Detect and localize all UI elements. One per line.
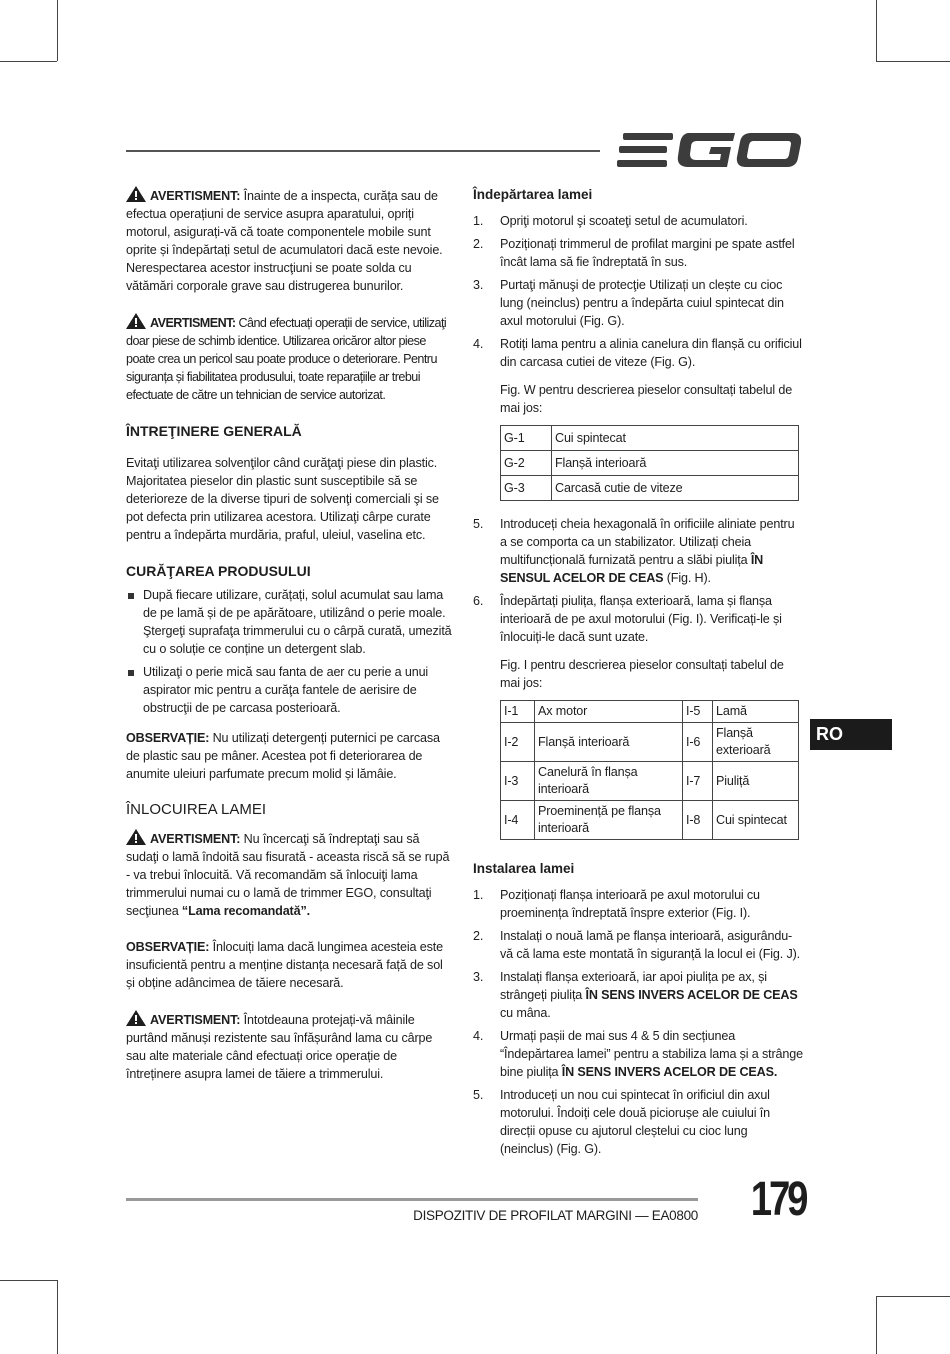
note-paragraph [126,938,454,992]
crop-mark [0,1280,57,1281]
note-text: Înlocuiți lama dacă lungimea acesteia este insuficientă pentru a menține distanța necesară față de sol și obține adâncimea de tăiere necesară. [126,940,443,990]
warning-label: AVERTISMENT: [150,316,236,330]
step-text: Poziționați trimmerul de profilat margini pe spate astfel încât lama să fie îndreptată în sus. [500,237,795,269]
table-cell: Piuliță [713,762,799,801]
warning-label: AVERTISMENT: [150,1013,241,1027]
warning-paragraph [126,1010,454,1083]
step-number: 5. [473,517,484,531]
table-cell: I-7 [683,762,713,801]
page-number: 179 [750,1173,806,1226]
table-row [501,451,799,476]
step-number: 6. [473,594,484,608]
note-paragraph [126,729,454,783]
crop-mark [0,61,57,62]
step-text: Opriţi motorul şi scoateţi setul de acumulatori. [500,214,748,228]
warning-paragraph [126,186,454,295]
removal-steps [473,212,803,371]
step-number: 5. [473,1088,484,1102]
step-item [473,212,803,230]
table-row [501,723,799,762]
step-item [473,515,803,587]
removal-steps-continued [473,515,803,646]
table-cell: Flanșă exterioară [713,723,799,762]
table-cell: I-8 [683,801,713,840]
table-cell: I-1 [501,701,535,723]
left-column [126,186,454,1101]
step-text: Urmați pașii de mai sus 4 & 5 din secțiunea “Îndepărtarea lamei” pentru a stabiliza lama și a strânge bine piulița [500,1029,803,1079]
table-row [501,426,799,451]
step-emphasis: ÎN SENSUL ACELOR DE CEAS [500,553,764,585]
table-cell: I-4 [501,801,535,840]
step-text: Poziționați flanșa interioară pe axul motorului cu proeminența îndreptată înspre exterior (Fig. I). [500,888,760,920]
list-item: După fiecare utilizare, curățați, solul acumulat sau lama de pe lamă și de pe apărătoare, utilizând o perie moale. Ştergeţi suprafaţa trimmerului cu o cârpă curată, umezită cu o soluție ce conține un detergent slab. [126,586,454,658]
table-cell: I-2 [501,723,535,762]
section-heading: CURĂŢAREA PRODUSULUI [126,563,311,579]
step-text: Rotiți lama pentru a alinia canelura din flanșă cu orificiul din carcasa cutiei de viteze (Fig. G). [500,337,802,369]
table-cell: Lamă [713,701,799,723]
table-cell: G-2 [501,451,552,476]
step-number: 3. [473,970,484,984]
warning-triangle-icon [126,186,146,202]
list-item: Utilizaţi o perie mică sau fanta de aer cu perie a unui aspirator mic pentru a curăţa fantele de aerisire de obstrucţii de pe carcasa posterioară. [126,663,454,717]
step-number: 1. [473,888,484,902]
step-item [473,1027,803,1081]
crop-mark [57,1280,58,1354]
warning-paragraph [126,313,454,404]
parts-table-g [500,425,799,501]
warning-text: Nu încercaţi să îndreptaţi sau să sudaţi o lamă îndoită sau fisurată - aceasta riscă să se rupă - va trebui înlocuită. Vă recomandăm să înlocuiţi lama trimmerului numai cu o lamă de trimmer EGO, consultaţi secţiunea [126,832,450,918]
ego-logo [617,130,801,170]
step-item [473,886,803,922]
step-text: Introduceți un nou cui spintecat în orificiul din axul motorului. Îndoiți cele două piciorușe ale cuiului în direcții opuse cu ajutorul cleștelui cu cioc lung (neinclus) (Fig. G). [500,1088,770,1156]
table-cell: Cui spintecat [713,801,799,840]
crop-mark [876,1296,877,1354]
step-number: 1. [473,214,484,228]
parts-table-i [500,700,799,840]
header-rule [126,150,600,152]
crop-mark [876,0,877,61]
table-row [501,762,799,801]
step-emphasis: ÎN SENS INVERS ACELOR DE CEAS [585,988,798,1002]
section-reference: “Lama recomandată”. [181,904,310,918]
crop-mark [876,61,950,62]
step-item [473,335,803,371]
warning-triangle-icon [126,829,146,845]
note-label: OBSERVAȚIE: [126,731,210,745]
step-number: 2. [473,237,484,251]
table-cell: Proeminență pe flanșa interioară [535,801,683,840]
section-heading: ÎNLOCUIREA LAMEI [126,801,267,818]
step-number: 4. [473,337,484,351]
figure-reference: Fig. I pentru descrierea pieselor consultați tabelul de mai jos: [500,658,784,690]
table-cell: I-6 [683,723,713,762]
note-text: Nu utilizați detergenți puternici pe carcasa de plastic sau pe mâner. Acestea pot fi deteriorarea de anumite uleiuri parfumate precum molid și lămâie. [126,731,440,781]
body-paragraph: Evitaţi utilizarea solvenţilor când curăţaţi piese din plastic. Majoritatea pieselor din plastic sunt susceptibile să se deterioreze de la diverse tipuri de solvenţi comerciali şi se pot defecta prin utilizarea acestora. Utilizaţi cârpe curate pentru a îndepărta murdăria, praful, uleiul, vaselina etc. [126,456,439,542]
step-item [473,927,803,963]
step-text-tail: cu mâna. [500,1006,551,1020]
subsection-heading: Instalarea lamei [473,861,575,876]
table-row [501,701,799,723]
step-number: 3. [473,278,484,292]
step-item [473,968,803,1022]
step-item [473,276,803,330]
warning-label: AVERTISMENT: [150,189,241,203]
table-cell: Flanșă interioară [552,451,799,476]
install-steps [473,886,803,1158]
table-cell: I-5 [683,701,713,723]
step-text: Introduceți cheia hexagonală în orificiile aliniate pentru a se comporta ca un stabilizator. Utilizați cheia multifuncțională furnizată pentru a slăbi piulița [500,517,795,567]
step-text: Îndepărtați piulița, flanșa exterioară, lama și flanșa interioară de pe axul motorului (Fig. I). Verificați-le și înlocuiți-le dacă sunt uzate. [500,594,782,644]
step-number: 2. [473,929,484,943]
table-cell: Ax motor [535,701,683,723]
crop-mark [876,1296,950,1297]
footer-title: DISPOZITIV DE PROFILAT MARGINI — EA0800 [413,1208,698,1223]
warning-text: Când efectuați operații de service, utilizaţi doar piese de schimb identice. Utilizarea oricăror altor piese poate crea un pericol sau poate produce o deteriorare. Pentru siguranța și fiabilitatea produsului, toate reparațiile ar trebui efectuate de către un tehnician de service autorizat. [126,316,447,402]
table-row [501,801,799,840]
table-cell: I-3 [501,762,535,801]
table-cell: G-3 [501,476,552,501]
warning-triangle-icon [126,1010,146,1026]
warning-triangle-icon [126,313,146,329]
step-number: 4. [473,1029,484,1043]
table-cell: Carcasă cutie de viteze [552,476,799,501]
step-text-tail: (Fig. H). [663,571,711,585]
table-row [501,476,799,501]
step-item [473,1086,803,1158]
bullet-list [126,586,454,717]
warning-paragraph [126,829,454,920]
figure-reference: Fig. W pentru descrierea pieselor consultați tabelul de mai jos: [500,383,793,415]
table-cell: G-1 [501,426,552,451]
subsection-heading: Îndepărtarea lamei [473,187,593,202]
section-heading: ÎNTREŢINERE GENERALĂ [126,423,302,439]
step-emphasis: ÎN SENS INVERS ACELOR DE CEAS. [561,1065,778,1079]
step-text: Instalați flanșa exterioară, iar apoi piulița pe ax, și strângeți piulița [500,970,767,1002]
crop-mark [57,0,58,61]
step-text: Instalați o nouă lamă pe flanșa interioară, asigurându-vă că lama este montată în siguranță la locul ei (Fig. J). [500,929,800,961]
footer-rule [126,1198,698,1201]
note-label: OBSERVAȚIE: [126,940,210,954]
table-cell: Cui spintecat [552,426,799,451]
step-item [473,235,803,271]
language-tab: RO [810,719,892,750]
step-text: Purtaţi mănuşi de protecţie Utilizați un clește cu cioc lung (neinclus) pentru a îndepărta cuiul spintecat din axul motorului (Fig. G). [500,278,784,328]
table-cell: Flanșă interioară [535,723,683,762]
step-item [473,592,803,646]
table-cell: Canelură în flanșa interioară [535,762,683,801]
warning-label: AVERTISMENT: [150,832,241,846]
warning-text: Înainte de a inspecta, curăța sau de efectua operațiuni de service asupra aparatului, opriți motorul, asigurați-vă că toate componentele mobile sunt oprite și îndepărtați setul de acumulatori dacă este nevoie. Nerespectarea acestor instrucţiuni se poate solda cu vătămări corporale grave sau distrugerea bunurilor. [126,189,443,293]
warning-text: Întotdeauna protejați-vă mâinile purtând mănuși rezistente sau înfășurând lama cu cârpe sau alte materiale când efectuați orice operație de întreținere asupra lamei de tăiere a trimmerului. [126,1013,433,1081]
right-column [473,186,803,1168]
